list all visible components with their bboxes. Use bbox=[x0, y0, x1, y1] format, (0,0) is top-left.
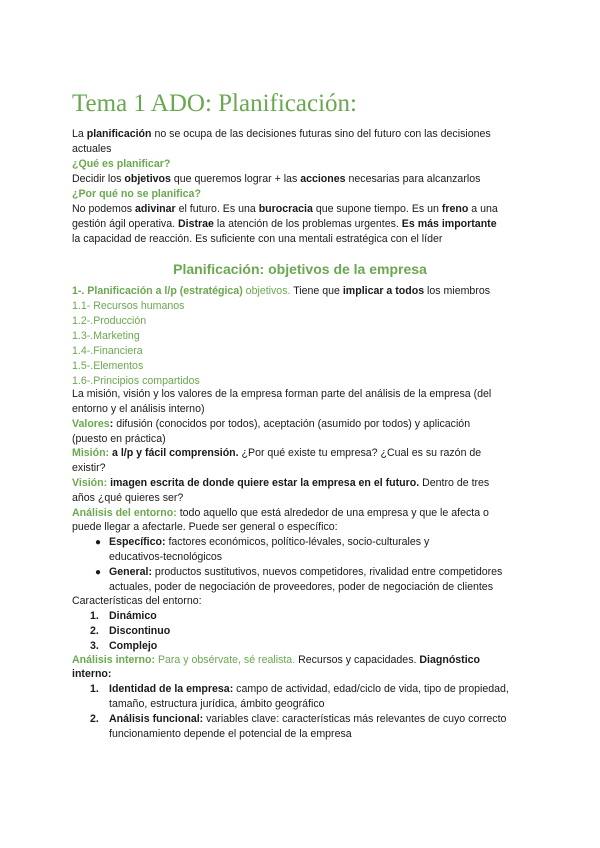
page-title: Tema 1 ADO: Planificación: bbox=[72, 90, 357, 117]
numbered-item: Discontinuo bbox=[109, 625, 171, 637]
environment-line: puede llegar a afectarle. Puede ser general o específico: bbox=[72, 521, 338, 533]
intro-line: actuales bbox=[72, 143, 112, 155]
bullet-item: Específico: factores económicos, político-lévales, socio-culturales y bbox=[109, 536, 430, 548]
intro-line: gestión ágil operativa. Distrae la atención de los problemas urgentes. Es más importante bbox=[72, 218, 497, 230]
numbered-item: Dinámico bbox=[109, 610, 157, 622]
intro-line: No podemos adivinar el futuro. Es una burocracia que supone tiempo. Es un freno a una bbox=[72, 203, 498, 215]
numbered-item: Complejo bbox=[109, 640, 158, 652]
intro-line: Decidir los objetivos que queremos lograr + las acciones necesarias para alcanzarlos bbox=[72, 173, 481, 185]
numbered-item: tamaño, estructura jurídica, ámbito geográfico bbox=[109, 698, 325, 710]
mission-intro: La misión, visión y los valores de la empresa forman parte del análisis de la empresa (del bbox=[72, 388, 492, 400]
values-line: Valores: difusión (conocidos por todos), aceptación (asumido por todos) y aplicación bbox=[72, 418, 471, 430]
sublist-item: 1.6-.Principios compartidos bbox=[72, 375, 200, 387]
environment-line: Análisis del entorno: todo aquello que está alrededor de una empresa y que le afecta o bbox=[72, 507, 489, 519]
numbered-item: Análisis funcional: variables clave: características más relevantes de cuyo correcto bbox=[109, 713, 507, 725]
sublist-item: 1.4-.Financiera bbox=[72, 345, 143, 357]
sublist-item: 1.3-.Marketing bbox=[72, 330, 140, 342]
vision-line: años ¿qué quieres ser? bbox=[72, 492, 184, 504]
bullet-item: educativos-tecnológicos bbox=[109, 551, 223, 563]
numbered-item: funcionamiento depende el potencial de la empresa bbox=[109, 728, 352, 740]
sublist-item: 1.1- Recursos humanos bbox=[72, 300, 185, 312]
planning-line: 1-. Planificación a l/p (estratégica) objetivos. Tiene que implicar a todos los miembros bbox=[72, 285, 491, 297]
list-number: 2. bbox=[90, 713, 99, 725]
bullet-item: actuales, poder de negociación de proveedores, poder de negociación de clientes bbox=[109, 581, 493, 593]
list-number: 1. bbox=[90, 610, 99, 622]
sublist-item: 1.5-.Elementos bbox=[72, 360, 144, 372]
values-line: (puesto en práctica) bbox=[72, 433, 166, 445]
mission-line: Misión: a l/p y fácil comprensión. ¿Por qué existe tu empresa? ¿Cual es su razón de bbox=[72, 447, 482, 459]
bullet-item: General: productos sustitutivos, nuevos competidores, rivalidad entre competidores bbox=[109, 566, 503, 578]
bullet-icon: ● bbox=[95, 567, 102, 578]
list-number: 2. bbox=[90, 625, 99, 637]
numbered-item: Identidad de la empresa: campo de actividad, edad/ciclo de vida, tipo de propiedad, bbox=[109, 683, 509, 695]
bullet-icon: ● bbox=[95, 537, 102, 548]
internal-line: Análisis interno: Para y obsérvate, sé realista. Recursos y capacidades. Diagnóstico bbox=[72, 654, 481, 666]
list-number: 3. bbox=[90, 640, 99, 652]
characteristics-heading: Características del entorno: bbox=[72, 595, 202, 607]
mission-intro: entorno y el análisis interno) bbox=[72, 403, 205, 415]
internal-line: interno: bbox=[72, 668, 112, 680]
question-heading: ¿Qué es planificar? bbox=[72, 158, 171, 170]
sublist-item: 1.2-.Producción bbox=[72, 315, 147, 327]
list-number: 1. bbox=[90, 683, 99, 695]
mission-line: existir? bbox=[72, 462, 106, 474]
intro-line: La planificación no se ocupa de las decisiones futuras sino del futuro con las decisiones bbox=[72, 128, 491, 140]
vision-line: Visión: imagen escrita de donde quiere estar la empresa en el futuro. Dentro de tres bbox=[72, 477, 490, 489]
question-heading: ¿Por qué no se planifica? bbox=[72, 188, 201, 200]
intro-line: la capacidad de reacción. Es suficiente con una mentali estratégica con el líder bbox=[72, 233, 443, 245]
section-heading: Planificación: objetivos de la empresa bbox=[173, 261, 427, 277]
